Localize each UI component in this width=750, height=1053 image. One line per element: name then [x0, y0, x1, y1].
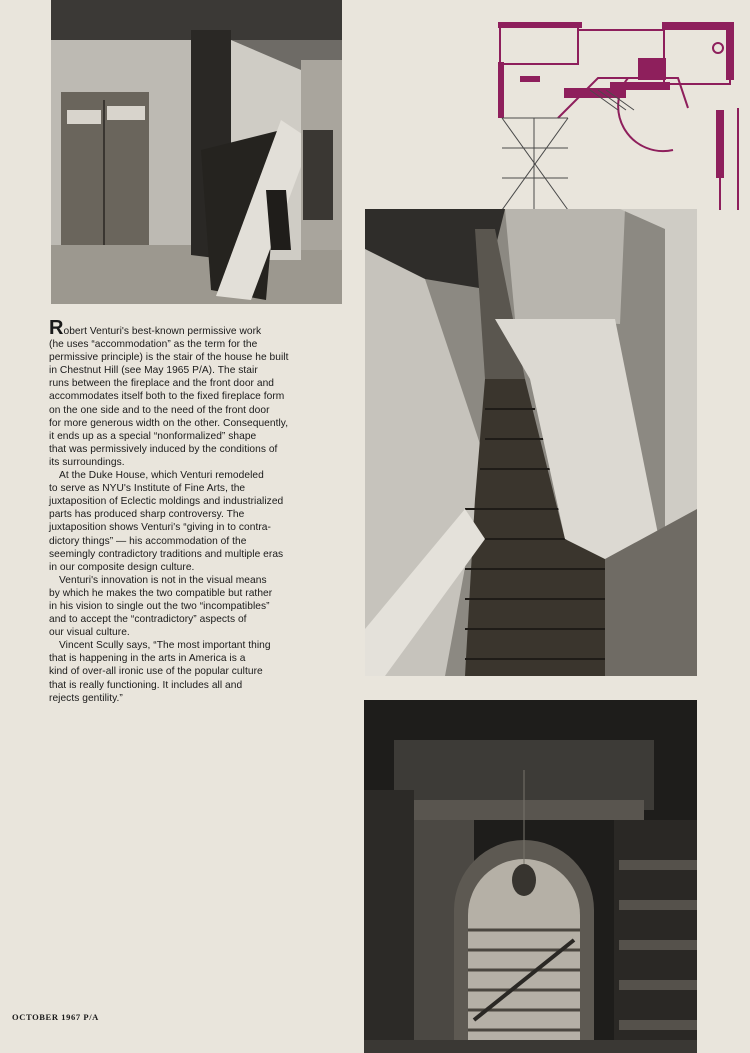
hall-stair-photo: [51, 0, 342, 304]
text-line: by which he makes the two compatible but rather: [49, 587, 273, 599]
text-line: Venturi's innovation is not in the visual means: [59, 574, 267, 586]
text-line: permissive principle) is the stair of the house he built: [49, 352, 289, 364]
stair-overhead-photo: [365, 209, 697, 676]
page-footer: OCTOBER 1967 P/A: [12, 1012, 99, 1022]
text-line: runs between the fireplace and the front door and: [49, 378, 275, 390]
text-line: Vincent Scully says, “The most important thing: [59, 640, 271, 652]
text-line: it ends up as a special “nonformalized” shape: [49, 430, 257, 442]
article-body: [49, 317, 321, 705]
text-line: its surroundings.: [49, 456, 125, 468]
text-line: in our composite design culture.: [49, 561, 195, 573]
floor-plan-drawing: [498, 18, 750, 210]
text-line: juxtaposition of Eclectic moldings and industrialized: [49, 496, 284, 508]
text-line: that is happening in the arts in America is a: [49, 653, 246, 665]
text-line: seemingly contradictory traditions and multiple eras: [49, 548, 284, 560]
text-line: to serve as NYU's Institute of Fine Arts, the: [49, 483, 246, 495]
text-line: parts has produced sharp controversy. The: [49, 509, 245, 521]
text-line: At the Duke House, which Venturi remodeled: [59, 470, 264, 482]
text-line: our visual culture.: [49, 627, 130, 639]
drop-cap: R: [49, 317, 64, 339]
paragraph-2: [49, 469, 321, 574]
text-line: and to accept the “contradictory” aspects of: [49, 614, 247, 626]
text-line: in Chestnut Hill (see May 1965 P/A). The stair: [49, 365, 258, 377]
text-line: accommodates itself both to the fixed fireplace form: [49, 391, 285, 403]
text-line: (he uses “accommodation” as the term for the: [49, 339, 258, 351]
text-line: on the one side and to the need of the front door: [49, 404, 270, 416]
paragraph-3: [49, 574, 321, 639]
text-line: obert Venturi's best-known permissive work: [63, 326, 262, 337]
text-line: that was permissively induced by the conditions of: [49, 443, 278, 455]
text-line: in his vision to single out the two “incompatibles”: [49, 600, 270, 612]
paragraph-1: [49, 317, 321, 469]
text-line: rejects gentility.”: [49, 692, 123, 704]
paragraph-4: [49, 639, 321, 704]
text-line: dictory things” — his accommodation of the: [49, 535, 247, 547]
library-corridor-photo: [364, 700, 697, 1053]
text-line: for more generous width on the other. Consequently,: [49, 417, 289, 429]
text-line: that is really functioning. It includes all and: [49, 679, 243, 691]
text-line: kind of over-all ironic use of the popular culture: [49, 666, 263, 678]
text-line: juxtaposition shows Venturi's “giving in to contra-: [49, 522, 271, 534]
